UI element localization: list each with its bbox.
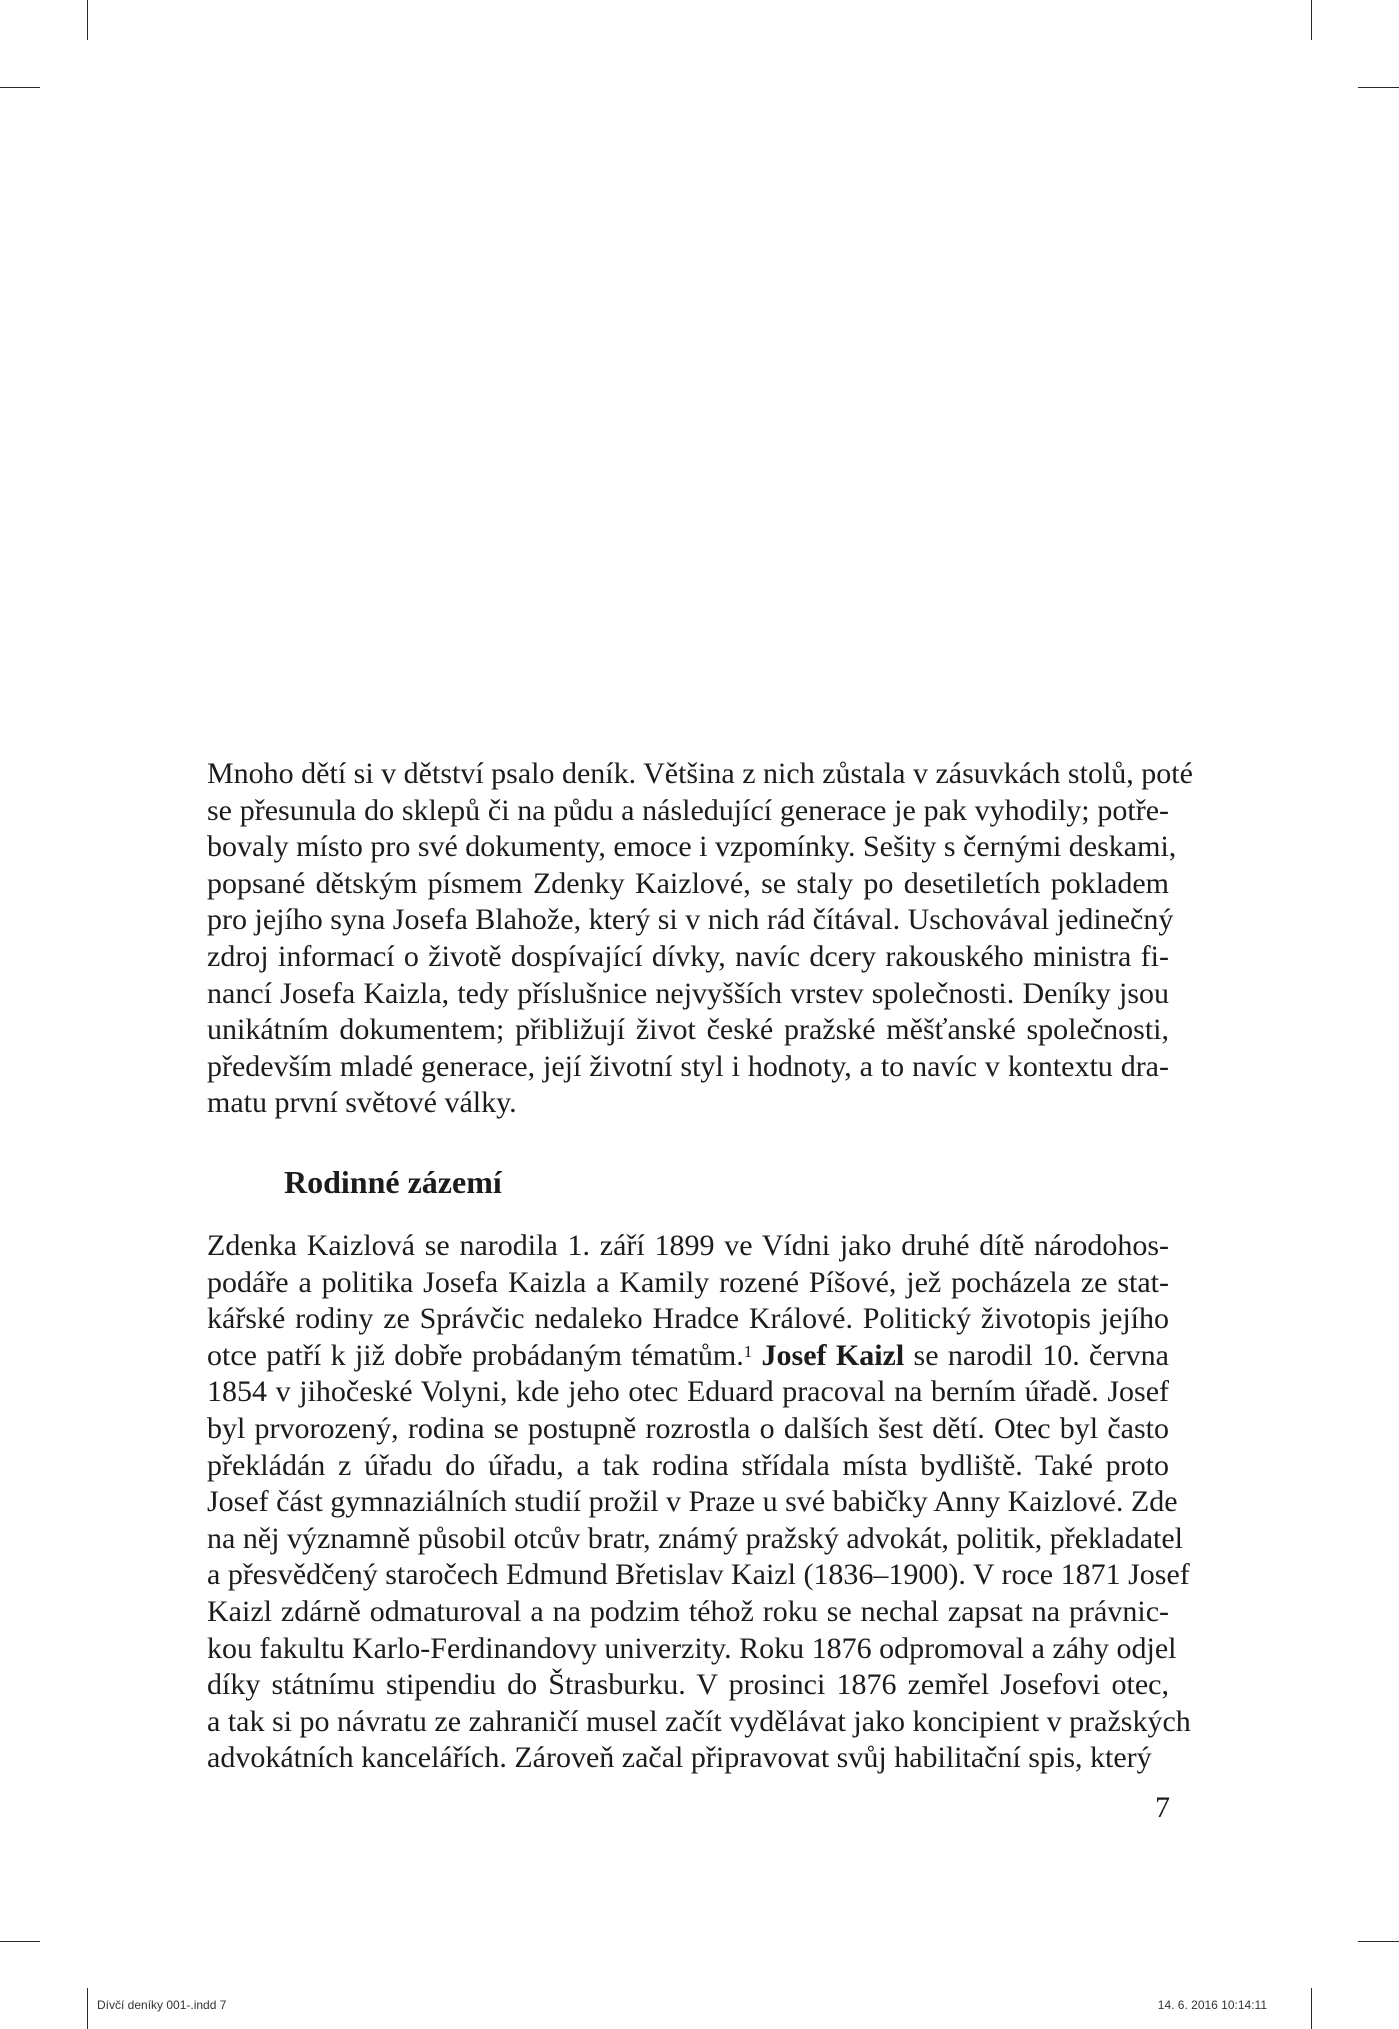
text-line: Josef část gymnaziálních studií prožil v Praze u své babičky Anny Kaizlové. Zde	[207, 1485, 1178, 1519]
crop-mark-bottom-right-vertical	[1311, 1988, 1312, 2029]
text-line: byl prvorozený, rodina se postupně rozrostla o dalších šest dětí. Otec byl často	[207, 1411, 1169, 1445]
line-segment: se narodil 10. června	[904, 1338, 1169, 1372]
crop-mark-bottom-right-horizontal	[1358, 1941, 1399, 1942]
text-line: a přesvědčený staročech Edmund Břetislav Kaizl (1836–1900). V roce 1871 Josef	[207, 1558, 1190, 1592]
text-line: se přesunula do sklepů či na půdu a následující generace je pak vyhodily; potře-	[207, 793, 1169, 827]
text-line: bovaly místo pro své dokumenty, emoce i vzpomínky. Sešity s černými deskami,	[207, 830, 1177, 864]
section-heading: Rodinné zázemí	[284, 1164, 502, 1200]
intro-paragraph	[207, 756, 1193, 1122]
text-line: Mnoho dětí si v dětství psalo deník. Většina z nich zůstala v zásuvkách stolů, poté	[207, 757, 1193, 790]
line-segment: otce patří k již dobře probádaným tématům.	[207, 1338, 744, 1372]
text-line: především mladé generace, její životní styl i hodnoty, a to navíc v kontextu dra-	[207, 1049, 1169, 1083]
crop-mark-bottom-left-horizontal	[0, 1941, 40, 1942]
text-line: pro jejího syna Josefa Blahože, který si v nich rád čítával. Uschovával jedinečný	[207, 903, 1174, 937]
footnote-reference[interactable]: 1	[743, 1341, 753, 1361]
crop-mark-top-right-vertical	[1311, 0, 1312, 40]
text-line	[207, 1338, 1169, 1375]
text-line: podáře a politika Josefa Kaizla a Kamily rozené Píšové, jež pocházela ze stat-	[207, 1265, 1169, 1299]
body-paragraph	[207, 1228, 1191, 1777]
text-line: a tak si po návratu ze zahraničí musel začít vydělávat jako koncipient v pražských	[207, 1704, 1191, 1738]
text-line: 1854 v jihočeské Volyni, kde jeho otec Eduard pracoval na berním úřadě. Josef	[207, 1375, 1169, 1409]
text-line: unikátním dokumentem; přibližují život české pražské měšťanské společnosti,	[207, 1013, 1169, 1047]
crop-mark-top-left-vertical	[87, 0, 88, 40]
print-slug-filename: Dívčí deníky 001-.indd 7	[97, 1998, 227, 2012]
crop-mark-bottom-left-vertical	[87, 1988, 88, 2029]
crop-mark-top-right-horizontal	[1358, 87, 1399, 88]
text-line: na něj významně působil otcův bratr, známý pražský advokát, politik, překladatel	[207, 1521, 1183, 1555]
text-line: zdroj informací o životě dospívající dívky, navíc dcery rakouského ministra fi-	[207, 939, 1169, 973]
text-line: popsané dětským písmem Zdenky Kaizlové, se staly po desetiletích pokladem	[207, 866, 1169, 900]
text-line: kářské rodiny ze Správčic nedaleko Hradce Králové. Politický životopis jejího	[207, 1302, 1169, 1336]
text-line: kou fakultu Karlo-Ferdinandovy univerzity. Roku 1876 odpromoval a záhy odjel	[207, 1631, 1177, 1665]
text-line: překládán z úřadu do úřadu, a tak rodina střídala místa bydliště. Také proto	[207, 1448, 1169, 1482]
crop-mark-top-left-horizontal	[0, 87, 40, 88]
text-line: nancí Josefa Kaizla, tedy příslušnice nejvyšších vrstev společnosti. Deníky jsou	[207, 976, 1169, 1010]
text-line: advokátních kancelářích. Zároveň začal připravovat svůj habilitační spis, který	[207, 1741, 1152, 1775]
text-line: Zdenka Kaizlová se narodila 1. září 1899 ve Vídni jako druhé dítě národohos-	[207, 1229, 1169, 1262]
text-line: Kaizl zdárně odmaturoval a na podzim téhož roku se nechal zapsat na právnic-	[207, 1594, 1169, 1628]
bold-name: Josef Kaizl	[752, 1338, 905, 1372]
text-line: díky státnímu stipendiu do Štrasburku. V prosinci 1876 zemřel Josefovi otec,	[207, 1668, 1169, 1702]
page-number: 7	[1155, 1791, 1170, 1824]
text-line: matu první světové války.	[207, 1086, 517, 1120]
print-slug-timestamp: 14. 6. 2016 10:14:11	[1157, 1998, 1267, 2012]
